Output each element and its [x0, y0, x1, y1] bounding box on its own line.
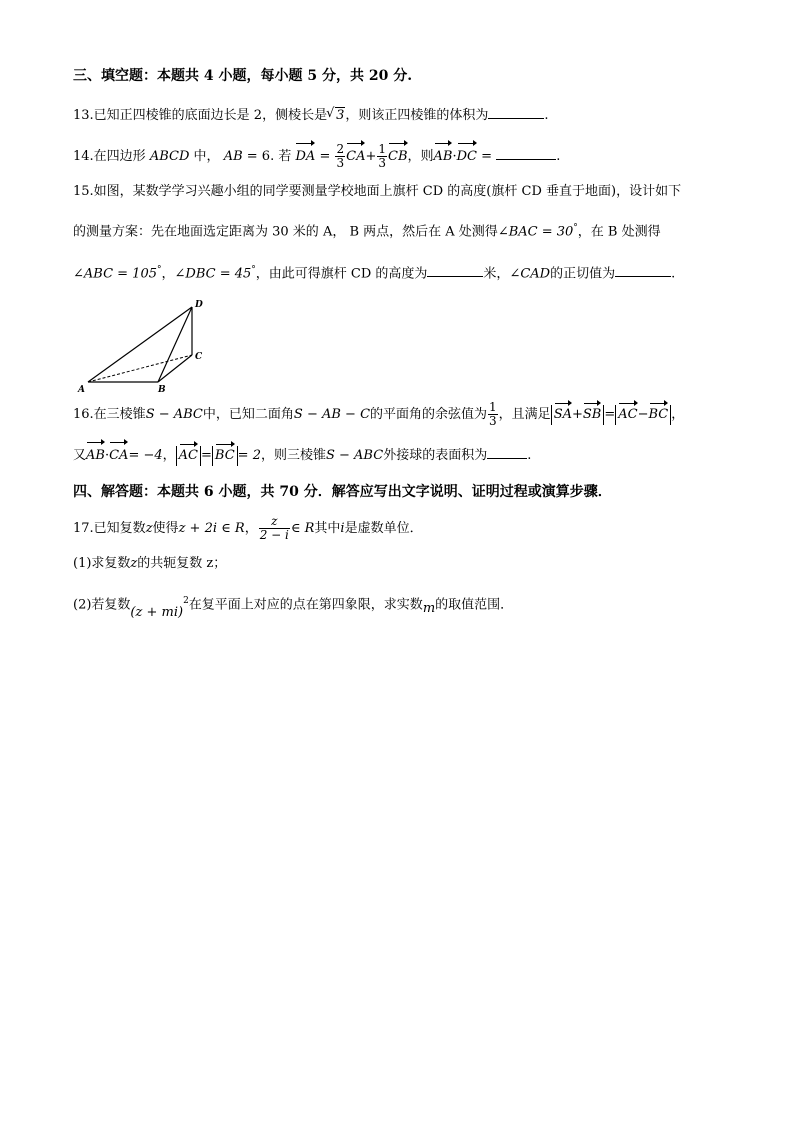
q17-text-mid: 使得 [152, 521, 179, 536]
section-3-title: 三、填空题：本题共 4 小题，每小题 5 分，共 20 分. [73, 68, 413, 84]
q17-z: z [145, 521, 153, 536]
q14-frac1-num: 2 [336, 142, 345, 156]
q14-eq: = [319, 149, 331, 164]
q15-line-2b: ，在 B 处测得 [577, 224, 661, 240]
q17-text-post: 其中 [314, 521, 341, 536]
q15-answer-blank-2[interactable] [615, 262, 671, 277]
q16-vec-ab: AB [86, 444, 105, 468]
q14-eq2: = [481, 149, 493, 164]
q17-p1-z: z [130, 556, 138, 571]
q16-dihedral: S − AB − C [293, 407, 371, 422]
q16-end2: . [527, 448, 532, 463]
q17-expr: z + 2i ∈ R [178, 521, 245, 536]
q14-frac1-den: 3 [336, 156, 345, 170]
q17-p2-post: 的取值范围． [435, 597, 514, 613]
q16-vec-ac2: AC [179, 446, 198, 466]
q16-l2-post: 外接球的表面积为 [383, 448, 488, 463]
q15-line-1: 15.如图，某数学学习兴趣小组的同学要测量学校地面上旗杆 CD 的高度(旗杆 CD 垂直于地面)，设计如下 [73, 184, 682, 199]
q14-eq6: = 6. 若 [246, 149, 292, 164]
q14-frac2-den: 3 [378, 156, 387, 170]
q15-end: . [671, 266, 676, 282]
q15-angle-bac: ∠BAC = 30 [497, 224, 574, 240]
question-15-line-1 [73, 182, 681, 202]
q16-end1: ， [671, 407, 685, 422]
q16-l2-mid: ，则三棱锥 [260, 448, 326, 463]
q16-vec-sa: SA [554, 405, 572, 425]
q16-abs-ac [176, 446, 201, 466]
q17-p1-pre: (1)求复数 [73, 556, 131, 571]
q16-text-mid1: 中，已知二面角 [202, 407, 294, 422]
q17-in-r: ∈ R [290, 521, 315, 536]
q14-plus: + [365, 149, 377, 164]
figure-label-c: C [195, 352, 203, 362]
q17-p2-expr: (z + mi) [130, 605, 184, 621]
q15-figure [70, 295, 210, 395]
q15-angle-cad: ∠CAD [509, 266, 551, 282]
q13-text-pre: 13.已知正四棱锥的底面边长是 2，侧棱长是 [73, 108, 328, 123]
q14-frac2-num: 1 [378, 142, 387, 156]
section-4-title: 四、解答题：本题共 6 小题，共 70 分．解答应写出文字说明、证明过程或演算步骤． [73, 484, 612, 500]
q17-p2-pre: (2)若复数 [73, 597, 131, 613]
q15-deg-3: ° [251, 265, 256, 275]
q15-angle-abc: ∠ABC = 105 [73, 266, 157, 282]
q14-text-pre: 14.在四边形 [73, 149, 146, 164]
q14-vec-ab: AB [434, 145, 453, 169]
q16-text-mid2: 的平面角的余弦值为 [370, 407, 488, 422]
q16-sep: ， [162, 448, 176, 463]
q17-i: i [340, 521, 345, 536]
figure-edge-db [158, 307, 192, 382]
q16-frac [488, 401, 498, 428]
figure-edge-ac-dashed [88, 355, 192, 382]
q17-p2-sup: 2 [183, 596, 189, 606]
q14-text-mid: 中， [193, 149, 220, 164]
q13-sqrt-value: 3 [336, 108, 345, 123]
q17-p1-post: 的共轭复数 z； [137, 556, 227, 571]
q15-angle-dbc: ∠DBC = 45 [174, 266, 252, 282]
q15-line-3a: ，由此可得旗杆 CD 的高度为 [255, 266, 428, 282]
q16-l2-pre: 又 [73, 448, 87, 463]
q16-tetra-2: S − ABC [325, 448, 384, 463]
q17-frac-num: z [259, 515, 290, 529]
question-17-part-1 [73, 554, 226, 574]
q16-text-mid3: ，且满足 [498, 407, 551, 422]
q16-frac-den: 3 [489, 414, 497, 428]
q17-text-pre: 17.已知复数 [73, 521, 146, 536]
question-15-line-3 [73, 260, 675, 284]
question-16-line-1 [73, 401, 684, 428]
q15-sep: ， [161, 266, 175, 282]
q14-vec-ca: CA [346, 145, 365, 169]
q14-then: ，则 [407, 149, 434, 164]
q17-text-post2: 是虚数单位． [344, 521, 423, 536]
q14-answer-blank[interactable] [496, 145, 556, 160]
q16-abs-bc [212, 446, 238, 466]
q13-answer-blank[interactable] [488, 104, 544, 119]
q16-vec-bc: BC [649, 405, 669, 425]
q13-sqrt [327, 106, 345, 126]
q16-tetra: S − ABC [145, 407, 203, 422]
q16-plus: + [571, 406, 583, 422]
q14-vec-da: DA [295, 145, 315, 169]
q17-p2-m: m [422, 601, 436, 617]
q15-answer-blank-1[interactable] [427, 262, 483, 277]
q14-quad: ABCD [149, 149, 190, 164]
question-13 [73, 104, 549, 126]
figure-edge-bc [158, 355, 192, 382]
q14-frac-2 [377, 143, 387, 170]
question-16-line-2 [73, 444, 531, 468]
q16-eq2: = [201, 448, 212, 463]
q17-sep: ， [244, 521, 258, 536]
q17-p2-mid: 在复平面上对应的点在第四象限，求实数 [188, 597, 423, 613]
section-3-heading [73, 66, 412, 86]
q17-frac-den: 2 − i [259, 528, 289, 542]
q16-vec-bc2: BC [215, 446, 235, 466]
q16-eq3: = 2 [237, 448, 261, 463]
q14-end: . [556, 149, 561, 164]
figure-label-a: A [78, 385, 85, 395]
q16-dot: · [104, 448, 110, 463]
q15-deg-2: ° [157, 265, 162, 275]
q14-vec-cb: CB [388, 145, 408, 169]
question-17-part-2 [73, 588, 514, 621]
figure-edge-ad [88, 307, 192, 382]
q14-vec-dc: DC [457, 145, 477, 169]
question-15-line-2 [73, 218, 661, 242]
figure-label-b: B [158, 385, 166, 395]
q16-frac-num: 1 [489, 400, 497, 414]
q15-deg-1: ° [573, 223, 578, 233]
q13-end: . [544, 108, 549, 123]
q16-vec-ac: AC [618, 405, 637, 425]
q14-ab: AB [223, 149, 243, 164]
question-14 [73, 143, 560, 170]
q14-frac-1 [335, 143, 345, 170]
q15-line-3b: 米， [483, 266, 510, 282]
q17-frac [259, 515, 290, 542]
q16-answer-blank[interactable] [487, 444, 527, 459]
q16-eq: = [604, 407, 616, 422]
q16-abs-diff [615, 405, 671, 425]
q13-text-post: ，则该正四棱锥的体积为 [345, 108, 489, 123]
q16-minus: − [637, 406, 649, 422]
q15-line-3c: 的正切值为 [550, 266, 616, 282]
q16-text-pre: 16.在三棱锥 [73, 407, 146, 422]
question-17 [73, 514, 423, 544]
q16-abs-sum [551, 405, 605, 425]
q16-vec-sb: SB [583, 405, 601, 425]
figure-label-d: D [195, 300, 203, 310]
q16-eq-neg4: = −4 [128, 448, 163, 463]
section-4-heading [73, 482, 612, 502]
q14-dot: · [452, 149, 457, 164]
q16-vec-ca: CA [109, 444, 128, 468]
q15-line-2a: 的测量方案：先在地面选定距离为 30 米的 A， B 两点，然后在 A 处测得 [73, 224, 498, 240]
